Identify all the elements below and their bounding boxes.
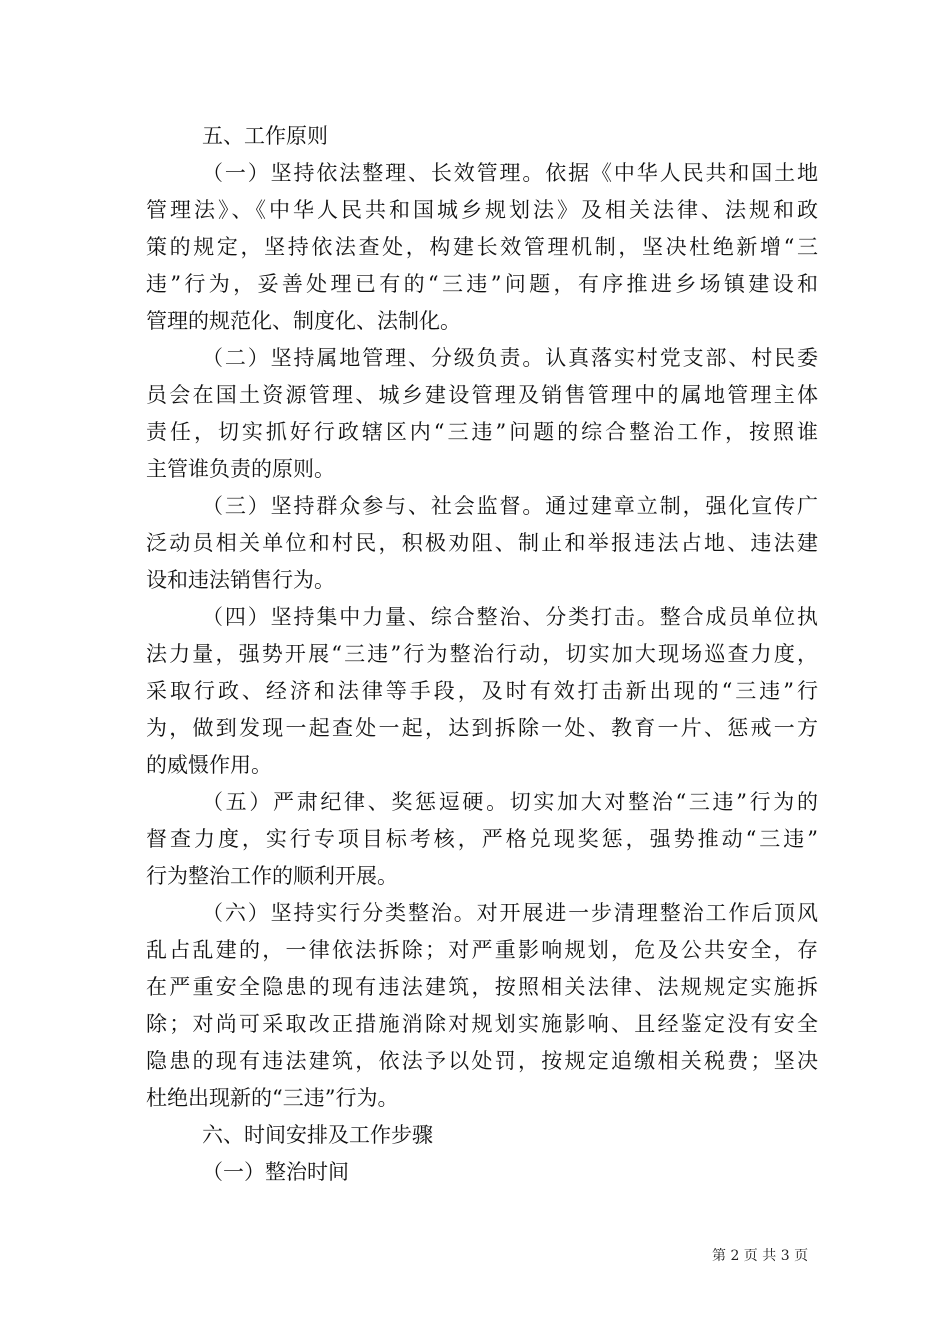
paragraph-line: 员会在国土资源管理、城乡建设管理及销售管理中的属地管理主体 xyxy=(146,383,818,407)
paragraph-line: 主管谁负责的原则。 xyxy=(146,457,335,481)
paragraph-line: 管理法》、《中华人民共和国城乡规划法》及相关法律、法规和政 xyxy=(146,198,818,222)
section-heading-schedule: 六、时间安排及工作步骤 xyxy=(202,1123,433,1147)
paragraph-line: 泛动员相关单位和村民，积极劝阻、制止和举报违法占地、违法建 xyxy=(146,531,818,555)
paragraph-line: 责任，切实抓好行政辖区内“三违”问题的综合整治工作，按照谁 xyxy=(146,420,818,444)
paragraph-line: （一）坚持依法整理、长效管理。依据《中华人民共和国土地 xyxy=(202,161,818,185)
paragraph-line: 策的规定，坚持依法查处，构建长效管理机制，坚决杜绝新增“三 xyxy=(146,235,818,259)
paragraph-line: 为，做到发现一起查处一起，达到拆除一处、教育一片、惩戒一方 xyxy=(146,716,818,740)
paragraph-line: 督查力度，实行专项目标考核，严格兑现奖惩，强势推动“三违” xyxy=(146,827,818,851)
paragraph-line: 的威慑作用。 xyxy=(146,753,272,777)
paragraph-line: 采取行政、经济和法律等手段，及时有效打击新出现的“三违”行 xyxy=(146,679,818,703)
paragraph-line: 隐患的现有违法建筑，依法予以处罚，按规定追缴相关税费；坚决 xyxy=(146,1049,818,1073)
paragraph-line: （四）坚持集中力量、综合整治、分类打击。整合成员单位执 xyxy=(202,605,818,629)
paragraph-line: 在严重安全隐患的现有违法建筑，按照相关法律、法规规定实施拆 xyxy=(146,975,818,999)
paragraph-line: 管理的规范化、制度化、法制化。 xyxy=(146,309,461,333)
paragraph-line: （六）坚持实行分类整治。对开展进一步清理整治工作后顶风 xyxy=(202,901,818,925)
paragraph-line: （五）严肃纪律、奖惩逗硬。切实加大对整治“三违”行为的 xyxy=(202,790,818,814)
paragraph-line: 行为整治工作的顺利开展。 xyxy=(146,864,398,888)
paragraph-line: （三）坚持群众参与、社会监督。通过建章立制，强化宣传广 xyxy=(202,494,818,518)
section-heading-principles: 五、工作原则 xyxy=(202,124,328,148)
paragraph-line: 乱占乱建的，一律依法拆除；对严重影响规划，危及公共安全，存 xyxy=(146,938,818,962)
paragraph-line: 除；对尚可采取改正措施消除对规划实施影响、且经鉴定没有安全 xyxy=(146,1012,818,1036)
paragraph-line: 违”行为，妥善处理已有的“三违”问题，有序推进乡场镇建设和 xyxy=(146,272,818,296)
paragraph-line: 设和违法销售行为。 xyxy=(146,568,335,592)
paragraph-line: 法力量，强势开展“三违”行为整治行动，切实加大现场巡查力度， xyxy=(146,642,818,666)
paragraph-line: 杜绝出现新的“三违”行为。 xyxy=(146,1086,399,1110)
subsection-heading-time: （一）整治时间 xyxy=(202,1160,349,1184)
page-number-footer: 第 2 页 共 3 页 xyxy=(712,1248,809,1264)
paragraph-line: （二）坚持属地管理、分级负责。认真落实村党支部、村民委 xyxy=(202,346,818,370)
